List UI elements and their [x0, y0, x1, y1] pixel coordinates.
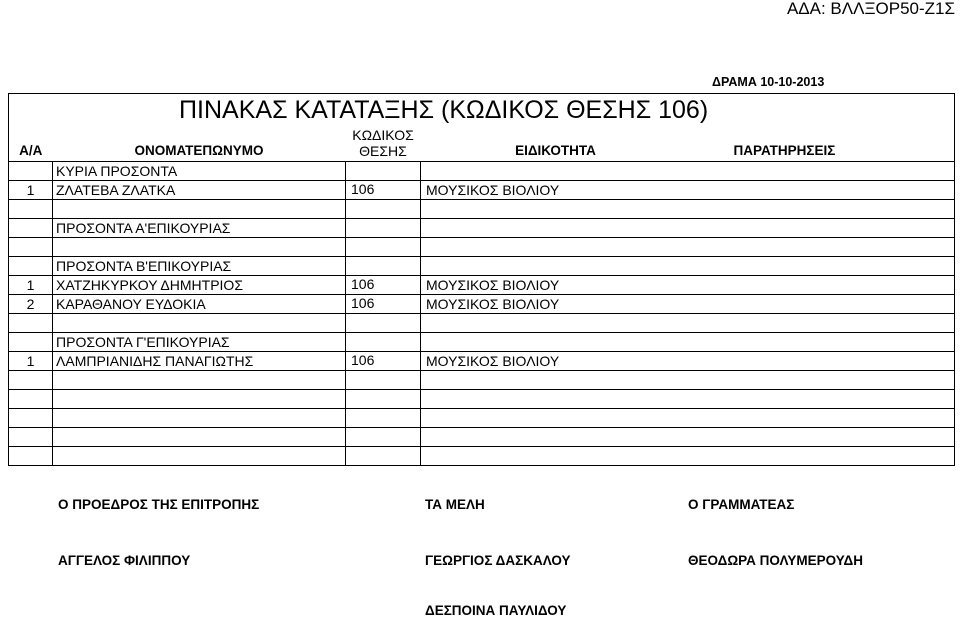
- place-date: ΔΡΑΜΑ 10-10-2013: [712, 75, 825, 89]
- row-number-cell: [9, 257, 53, 276]
- title-row: [9, 94, 955, 126]
- remarks-cell: [691, 276, 955, 295]
- remarks-cell: [691, 219, 955, 238]
- empty-row: [9, 390, 955, 409]
- empty-cell: [346, 428, 421, 447]
- empty-row: [9, 314, 955, 333]
- empty-cell: [691, 371, 955, 390]
- empty-cell: [9, 200, 53, 219]
- section-row: [9, 162, 955, 181]
- column-header-name: ΟΝΟΜΑΤΕΠΩΝΥΜΟ: [53, 126, 346, 162]
- section-row: [9, 257, 955, 276]
- specialty: ΜΟΥΣΙΚΟΣ ΒΙΟΛΙΟΥ: [421, 352, 691, 371]
- empty-cell: [691, 314, 955, 333]
- row-number: 1: [9, 181, 53, 200]
- table-title: ΠΙΝΑΚΑΣ ΚΑΤΑΤΑΞΗΣ (ΚΩΔΙΚΟΣ ΘΕΣΗΣ 106): [179, 95, 709, 124]
- empty-cell: [421, 428, 691, 447]
- section-row: [9, 219, 955, 238]
- remarks-cell: [691, 333, 955, 352]
- empty-row: [9, 428, 955, 447]
- empty-cell: [53, 390, 346, 409]
- column-header-remarks: ΠΑΡΑΤΗΡΗΣΕΙΣ: [691, 126, 955, 162]
- table-row: [9, 295, 955, 314]
- empty-cell: [9, 447, 53, 466]
- empty-cell: [53, 371, 346, 390]
- empty-cell: [346, 447, 421, 466]
- code-cell: [346, 257, 421, 276]
- president-role: Ο ΠΡΟΕΔΡΟΣ ΤΗΣ ΕΠΙΤΡΟΠΗΣ: [58, 497, 260, 512]
- empty-cell: [9, 390, 53, 409]
- empty-cell: [691, 409, 955, 428]
- empty-cell: [346, 409, 421, 428]
- specialty-cell: [421, 219, 691, 238]
- column-header-aa: Α/Α: [9, 126, 53, 162]
- specialty: ΜΟΥΣΙΚΟΣ ΒΙΟΛΙΟΥ: [421, 295, 691, 314]
- empty-cell: [53, 409, 346, 428]
- specialty-cell: [421, 257, 691, 276]
- empty-cell: [421, 314, 691, 333]
- empty-cell: [691, 428, 955, 447]
- empty-cell: [9, 238, 53, 257]
- members-role: ΤΑ ΜΕΛΗ: [425, 497, 485, 512]
- empty-cell: [691, 238, 955, 257]
- empty-row: [9, 447, 955, 466]
- section-label: ΠΡΟΣΟΝΤΑ Β'ΕΠΙΚΟΥΡΙΑΣ: [53, 257, 346, 276]
- row-number-cell: [9, 162, 53, 181]
- candidate-name: ΖΛΑΤΕΒΑ ΖΛΑΤΚΑ: [53, 181, 346, 200]
- table-row: [9, 352, 955, 371]
- empty-cell: [53, 428, 346, 447]
- empty-cell: [346, 390, 421, 409]
- row-number-cell: [9, 333, 53, 352]
- candidate-name: ΛΑΜΠΡΙΑΝΙΔΗΣ ΠΑΝΑΓΙΩΤΗΣ: [53, 352, 346, 371]
- position-code: 106: [346, 352, 421, 371]
- remarks-cell: [691, 181, 955, 200]
- column-header-code-line1: ΚΩΔΙΚΟΣ: [352, 127, 414, 143]
- secretary-role: Ο ΓΡΑΜΜΑΤΕΑΣ: [688, 497, 795, 512]
- empty-cell: [53, 447, 346, 466]
- empty-cell: [53, 200, 346, 219]
- position-code: 106: [346, 295, 421, 314]
- empty-cell: [53, 238, 346, 257]
- empty-cell: [346, 200, 421, 219]
- empty-cell: [346, 314, 421, 333]
- empty-cell: [9, 371, 53, 390]
- section-label: ΚΥΡΙΑ ΠΡΟΣΟΝΤΑ: [53, 162, 346, 181]
- table-row: [9, 276, 955, 295]
- row-number: 2: [9, 295, 53, 314]
- remarks-cell: [691, 295, 955, 314]
- specialty: ΜΟΥΣΙΚΟΣ ΒΙΟΛΙΟΥ: [421, 181, 691, 200]
- ranking-table: [8, 93, 955, 466]
- column-header-code-line2: ΘΕΣΗΣ: [359, 143, 407, 159]
- empty-row: [9, 371, 955, 390]
- empty-cell: [9, 428, 53, 447]
- empty-cell: [53, 314, 346, 333]
- row-number: 1: [9, 352, 53, 371]
- remarks-cell: [691, 257, 955, 276]
- section-label: ΠΡΟΣΟΝΤΑ Γ'ΕΠΙΚΟΥΡΙΑΣ: [53, 333, 346, 352]
- empty-row: [9, 200, 955, 219]
- empty-cell: [421, 447, 691, 466]
- code-cell: [346, 333, 421, 352]
- specialty-cell: [421, 333, 691, 352]
- code-cell: [346, 162, 421, 181]
- empty-cell: [421, 371, 691, 390]
- empty-row: [9, 238, 955, 257]
- candidate-name: ΧΑΤΖΗΚΥΡΚΟΥ ΔΗΜΗΤΡΙΟΣ: [53, 276, 346, 295]
- row-number: 1: [9, 276, 53, 295]
- candidate-name: ΚΑΡΑΘΑΝΟΥ ΕΥΔΟΚΙΑ: [53, 295, 346, 314]
- empty-cell: [421, 238, 691, 257]
- column-header-code: [346, 126, 421, 162]
- president-name: ΑΓΓΕΛΟΣ ΦΙΛΙΠΠΟΥ: [58, 553, 191, 568]
- member-name: ΓΕΩΡΓΙΟΣ ΔΑΣΚΑΛΟΥ: [425, 553, 571, 568]
- remarks-cell: [691, 162, 955, 181]
- table-row: [9, 181, 955, 200]
- empty-cell: [691, 447, 955, 466]
- empty-cell: [691, 200, 955, 219]
- row-number-cell: [9, 219, 53, 238]
- specialty: ΜΟΥΣΙΚΟΣ ΒΙΟΛΙΟΥ: [421, 276, 691, 295]
- member-name: ΔΕΣΠΟΙΝΑ ΠΑΥΛΙΔΟΥ: [425, 603, 567, 618]
- empty-cell: [346, 238, 421, 257]
- remarks-cell: [691, 352, 955, 371]
- empty-cell: [691, 390, 955, 409]
- empty-cell: [421, 409, 691, 428]
- empty-row: [9, 409, 955, 428]
- document-ada-code: ΑΔΑ: ΒΛΛΞΟΡ50-Ζ1Σ: [786, 0, 955, 18]
- empty-cell: [9, 314, 53, 333]
- empty-cell: [9, 409, 53, 428]
- specialty-cell: [421, 162, 691, 181]
- code-cell: [346, 219, 421, 238]
- empty-cell: [421, 390, 691, 409]
- empty-cell: [421, 200, 691, 219]
- header-row: [9, 126, 955, 162]
- column-header-specialty: ΕΙΔΙΚΟΤΗΤΑ: [421, 126, 691, 162]
- secretary-name: ΘΕΟΔΩΡΑ ΠΟΛΥΜΕΡΟΥΔΗ: [688, 553, 863, 568]
- position-code: 106: [346, 181, 421, 200]
- section-label: ΠΡΟΣΟΝΤΑ Α'ΕΠΙΚΟΥΡΙΑΣ: [53, 219, 346, 238]
- section-row: [9, 333, 955, 352]
- position-code: 106: [346, 276, 421, 295]
- empty-cell: [346, 371, 421, 390]
